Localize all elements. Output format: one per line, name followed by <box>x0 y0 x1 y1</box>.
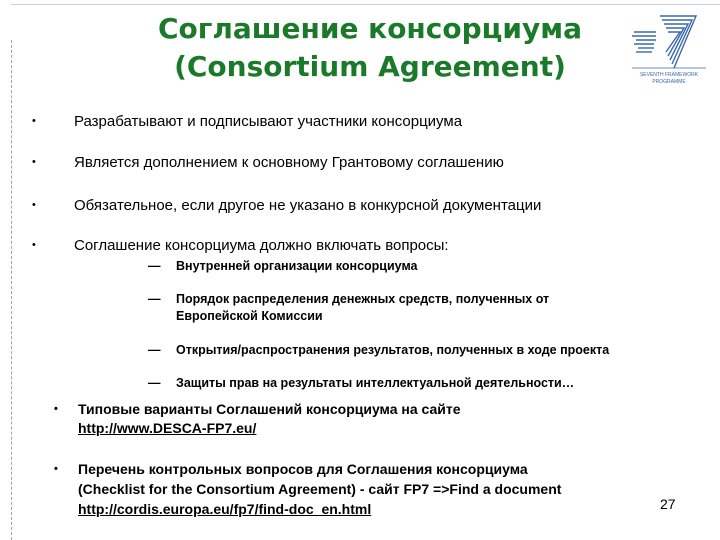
bullet-marker: • <box>54 463 58 475</box>
sub-marker: — <box>148 292 161 306</box>
sub-marker: — <box>148 376 161 390</box>
slide-title <box>100 10 640 86</box>
page-number: 27 <box>660 496 676 512</box>
desca-link[interactable]: http://www.DESCA-FP7.eu/ <box>78 420 257 436</box>
svg-text:SEVENTH FRAMEWORK: SEVENTH FRAMEWORK <box>639 72 699 78</box>
bullet-text: Разрабатывают и подписывают участники консорциума <box>74 113 463 130</box>
sub-text: Внутренней организации консорциума <box>176 259 418 273</box>
bullet-text-line2: (Checklist for the Consortium Agreement) - сайт FP7 =>Find a document <box>78 481 562 497</box>
sub-text-line2: Европейской Комиссии <box>176 309 323 323</box>
bullet-marker: • <box>32 239 36 251</box>
bullet-text: Типовые варианты Соглашений консорциума на сайте <box>78 401 461 417</box>
sub-text: Открытия/распространения результатов, полученных в ходе проекта <box>176 343 610 357</box>
sub-marker: — <box>148 259 161 273</box>
sub-text: Порядок распределения денежных средств, полученных от <box>176 292 550 306</box>
bullet-marker: • <box>54 403 58 415</box>
svg-text:PROGRAMME: PROGRAMME <box>652 79 686 85</box>
title-line-2: (Consortium Agreement) <box>174 50 566 83</box>
bullet-marker: • <box>32 199 36 211</box>
cordis-link[interactable]: http://cordis.europa.eu/fp7/find-doc_en.html <box>78 501 372 517</box>
title-line-1: Соглашение консорциума <box>157 12 583 45</box>
fp7-logo <box>626 10 714 88</box>
bullet-marker: • <box>32 156 36 168</box>
bullet-text: Обязательное, если другое не указано в конкурсной документации <box>74 197 542 214</box>
bullet-text: Соглашение консорциума должно включать вопросы: <box>74 237 449 254</box>
sub-marker: — <box>148 343 161 357</box>
bullet-text: Является дополнением к основному Грантовому соглашению <box>74 154 504 171</box>
fp7-logo-icon <box>626 10 714 88</box>
left-rule <box>11 40 12 540</box>
bullet-text: Перечень контрольных вопросов для Соглашения консорциума <box>78 461 528 477</box>
bullet-marker: • <box>32 115 36 127</box>
sub-text: Защиты прав на результаты интеллектуальной деятельности… <box>176 376 575 390</box>
